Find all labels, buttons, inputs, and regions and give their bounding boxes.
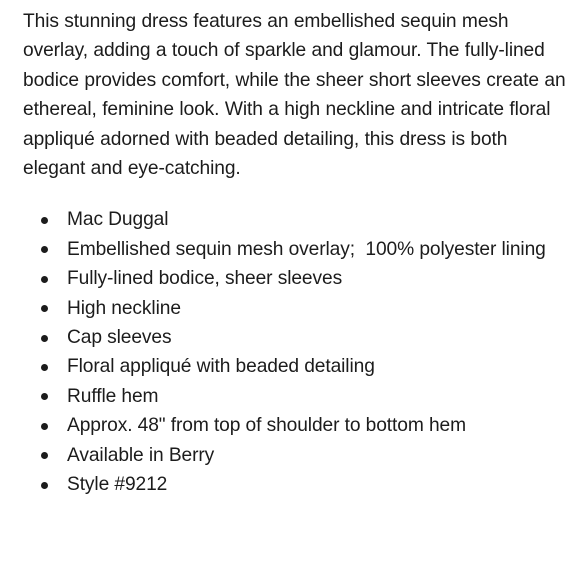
feature-item [23,411,566,440]
feature-text: Cap sleeves [67,327,172,349]
bullet-icon [41,482,48,489]
feature-text: Approx. 48" from top of shoulder to bottom hem [67,415,466,437]
bullet-icon [41,246,48,253]
feature-item [23,352,566,381]
feature-item [23,323,566,352]
feature-text: Ruffle hem [67,385,159,407]
feature-text: Embellished sequin mesh overlay; 100% polyester lining [67,238,546,260]
feature-item [23,441,566,470]
bullet-icon [41,452,48,459]
feature-item [23,294,566,323]
feature-text: Mac Duggal [67,209,169,231]
bullet-icon [41,335,48,342]
feature-text: Style #9212 [67,474,168,496]
feature-item [23,235,566,264]
bullet-icon [41,217,48,224]
feature-text: Floral appliqué with beaded detailing [67,356,375,378]
feature-list [23,205,566,499]
feature-text: High neckline [67,297,181,319]
feature-text: Available in Berry [67,444,215,466]
feature-text: Fully-lined bodice, sheer sleeves [67,268,343,290]
feature-item [23,205,566,234]
description-paragraph: This stunning dress features an embellished sequin mesh overlay, adding a touch of sparkle and glamour. The fully-lined bodice provides comfort, while the sheer short sleeves create an ethereal, feminine look. With a high neckline and intricate floral appliqué adorned with beaded detailing, this dress is both elegant and eye-catching. [23,11,566,180]
feature-item [23,382,566,411]
bullet-icon [41,276,48,283]
feature-item [23,470,566,499]
feature-item [23,264,566,293]
bullet-icon [41,364,48,371]
bullet-icon [41,305,48,312]
bullet-icon [41,393,48,400]
bullet-icon [41,423,48,430]
